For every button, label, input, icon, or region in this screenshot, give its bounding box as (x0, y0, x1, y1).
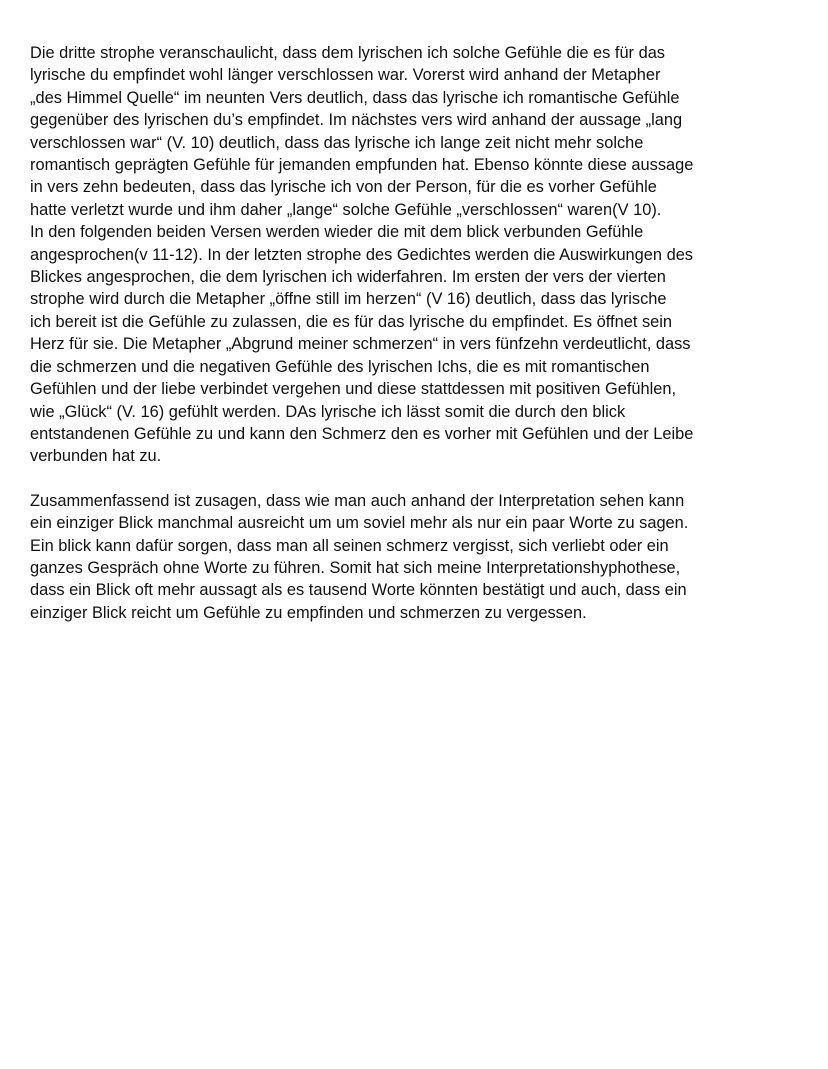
text-line: gegenüber des lyrischen du’s empfindet. Im nächstes vers wird anhand der aussage „lang (30, 111, 683, 130)
text-line: Zusammenfassend ist zusagen, dass wie man auch anhand der Interpretation sehen kann (30, 491, 685, 510)
text-line: die schmerzen und die negativen Gefühle des lyrischen Ichs, die es mit romantischen (30, 357, 650, 376)
text-line: entstandenen Gefühle zu und kann den Schmerz den es vorher mit Gefühlen und der Leibe (30, 424, 694, 443)
text-line: wie „Glück“ (V. 16) gefühlt werden. DAs lyrische ich lässt somit die durch den blick (30, 402, 626, 421)
text-line: strophe wird durch die Metapher „öffne still im herzen“ (V 16) deutlich, dass das lyrische (30, 290, 667, 309)
document-page (30, 42, 810, 624)
paragraph-spacer (30, 468, 810, 490)
text-line: Ein blick kann dafür sorgen, dass man all seinen schmerz vergisst, sich verliebt oder ein (30, 536, 669, 555)
text-line: Blickes angesprochen, die dem lyrischen ich widerfahren. Im ersten der vers der vierten (30, 268, 666, 287)
text-line: hatte verletzt wurde und ihm daher „lange“ solche Gefühle „verschlossen“ waren(V 10). (30, 200, 662, 219)
text-line: ein einziger Blick manchmal ausreicht um um soviel mehr als nur ein paar Worte zu sagen. (30, 514, 689, 533)
text-line: „des Himmel Quelle“ im neunten Vers deutlich, dass das lyrische ich romantische Gefühle (30, 88, 680, 107)
text-line: in vers zehn bedeuten, dass das lyrische ich von der Person, für die es vorher Gefühle (30, 178, 657, 197)
paragraph-third-stanza-analysis (30, 42, 810, 468)
text-line: dass ein Blick oft mehr aussagt als es tausend Worte könnten bestätigt und auch, dass ein (30, 581, 687, 600)
text-line: verschlossen war“ (V. 10) deutlich, dass das lyrische ich lange zeit nicht mehr solche (30, 133, 644, 152)
text-line: In den folgenden beiden Versen werden wieder die mit dem blick verbunden Gefühle (30, 223, 644, 242)
text-line: lyrische du empfindet wohl länger verschlossen war. Vorerst wird anhand der Metapher (30, 66, 661, 85)
text-line: ganzes Gespräch ohne Worte zu führen. Somit hat sich meine Interpretationshyphothese, (30, 558, 681, 577)
text-line: Gefühlen und der liebe verbindet vergehen und diese stattdessen mit positiven Gefühlen, (30, 380, 677, 399)
text-line: ich bereit ist die Gefühle zu zulassen, die es für das lyrische du empfindet. Es öffnet sein (30, 312, 673, 331)
text-line: verbunden hat zu. (30, 447, 162, 466)
text-line: einziger Blick reicht um Gefühle zu empfinden und schmerzen zu vergessen. (30, 603, 587, 622)
text-line: romantisch geprägten Gefühle für jemanden empfunden hat. Ebenso könnte diese aussage (30, 156, 694, 175)
text-line: angesprochen(v 11-12). In der letzten strophe des Gedichtes werden die Auswirkungen des (30, 245, 694, 264)
paragraph-conclusion (30, 490, 810, 624)
text-line: Herz für sie. Die Metapher „Abgrund meiner schmerzen“ in vers fünfzehn verdeutlicht, dass (30, 335, 691, 354)
text-line: Die dritte strophe veranschaulicht, dass dem lyrischen ich solche Gefühle die es für das (30, 44, 666, 62)
